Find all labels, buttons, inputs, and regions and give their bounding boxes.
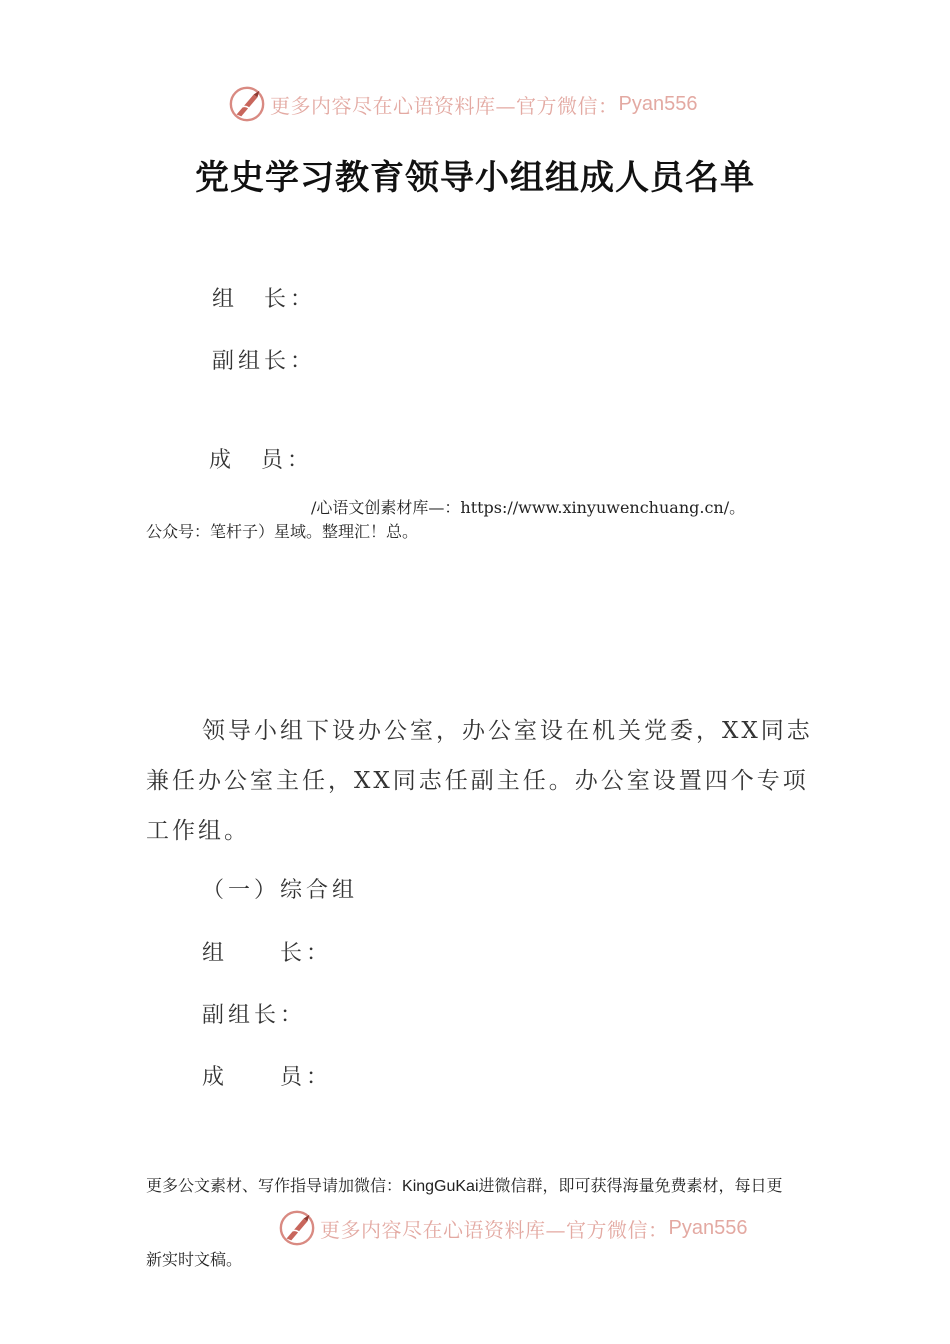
members-label: 成 员： bbox=[209, 448, 314, 473]
watermark-id: Pyan556 bbox=[668, 1216, 748, 1239]
office-paragraph-line3: 工作组。 bbox=[146, 818, 250, 844]
footer-line1 bbox=[146, 1173, 783, 1196]
quill-logo-icon bbox=[278, 1209, 316, 1247]
watermark-id: Pyan556 bbox=[618, 92, 698, 115]
group-one-heading: （一）综合组 bbox=[202, 878, 359, 903]
office-paragraph-line1: 领导小组下设办公室，办公室设在机关党委，XX同志 bbox=[202, 718, 813, 744]
footer-line1-pre: 更多公文素材、写作指导请加微信： bbox=[146, 1176, 403, 1195]
leader-label: 组 长： bbox=[212, 287, 317, 312]
source-note-line2: 公众号：笔杆子）星域。整理汇！总。 bbox=[146, 522, 419, 541]
footer-line2: 新实时文稿。 bbox=[146, 1250, 243, 1269]
watermark-banner-top bbox=[228, 84, 697, 124]
group-one-members-label: 成 员： bbox=[202, 1065, 333, 1090]
watermark-banner-bottom bbox=[278, 1208, 747, 1248]
quill-logo-icon bbox=[228, 85, 266, 123]
source-note-line1: /心语文创素材库—：https://www.xinyuwenchuang.cn/。 bbox=[311, 498, 746, 517]
group-one-leader-label: 组 长： bbox=[202, 941, 333, 966]
deputy-leader-label: 副组长： bbox=[212, 349, 317, 374]
footer-line1-post: 进微信群，即可获得海量免费素材，每日更 bbox=[478, 1176, 783, 1195]
page-title: 党史学习教育领导小组组成人员名单 bbox=[195, 158, 755, 198]
group-one-deputy-label: 副组长： bbox=[202, 1003, 307, 1028]
watermark-text: 更多内容尽在心语资料库—官方微信： bbox=[270, 93, 619, 118]
office-paragraph-line2: 兼任办公室主任，XX同志任副主任。办公室设置四个专项 bbox=[146, 768, 809, 794]
watermark-text: 更多内容尽在心语资料库—官方微信： bbox=[320, 1217, 669, 1242]
footer-wechat-id: KingGuKai bbox=[402, 1178, 479, 1195]
